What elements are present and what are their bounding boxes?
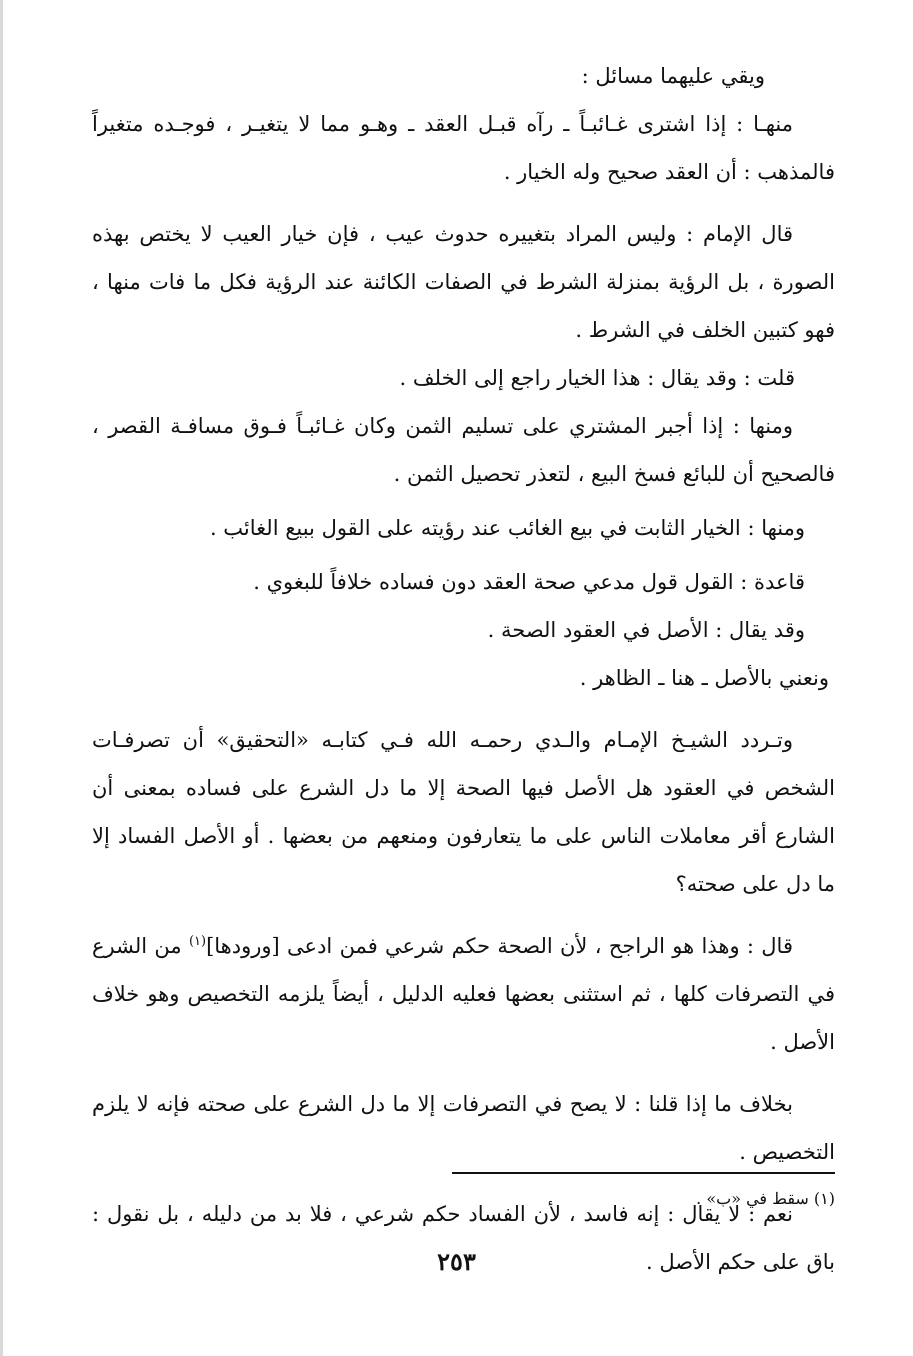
paragraph-author-note: قلت : وقد يقال : هذا الخيار راجع إلى الخلف . [399, 366, 795, 390]
footnote-divider [452, 1172, 835, 1174]
paragraph-preferred-view [92, 922, 835, 1066]
paragraph-case-price-delivery: ومنها : إذا أجبر المشتري على تسليم الثمن وكان غـائبـاً فـوق مسافـة القصر ، فالصحيح أن للبائع فسخ البيع ، لتعذر تحصيل الثمن . [92, 414, 835, 486]
paragraph-contrast: بخلاف ما إذا قلنا : لا يصح في التصرفات إلا ما دل الشرع على صحته فإنه لا يلزم التخصيص . [92, 1092, 835, 1164]
paragraph-default-validity: وقد يقال : الأصل في العقود الصحة . [487, 618, 805, 642]
paragraph-rule-validity-claim: قاعدة : القول قول مدعي صحة العقد دون فساده خلافاً للبغوي . [253, 570, 805, 594]
paragraph-imam-saying: قال الإمام : وليس المراد بتغييره حدوث عيب ، فإن خيار العيب لا يختص بهذه الصورة ، بل الرؤية بمنزلة الشرط في الصفات الكائنة عند الرؤية فكل ما فات منها ، فهو كتبين الخلف في الشرط . [92, 222, 835, 342]
footnote-reference: (١) [188, 934, 207, 949]
footnote-text: (١) سقط في «ب» . [696, 1189, 835, 1208]
paragraph-case-unseen-goods: منهـا : إذا اشترى غـائبـاً ـ رآه قبـل العقد ـ وهـو مما لا يتغيـر ، فوجـده متغيراً فالمذهب : أن العقد صحيح وله الخيار . [92, 112, 835, 184]
page-number: ٢٥٣ [437, 1247, 476, 1276]
paragraph-meaning-of-default: ونعني بالأصل ـ هنا ـ الظاهر . [579, 666, 829, 690]
preferred-view-continued: من الشرع في التصرفات كلها ، ثم استثنى بعضها فعليه الدليل ، أيضاً يلزمه التخصيص وهو خلاف الأصل . [92, 934, 835, 1054]
main-text [92, 52, 835, 1286]
page-edge-shadow [0, 0, 3, 1356]
paragraph-conclusion: نعم : لا يقال : إنه فاسد ، لأن الفساد حكم شرعي ، فلا بد من دليله ، بل نقول : باق على حكم الأصل . [92, 1202, 835, 1274]
paragraph-intro: ويقي عليهما مسائل : [581, 64, 765, 88]
paragraph-tahqiq-discussion: وتـردد الشيـخ الإمـام والـدي رحمـه الله فـي كتابـه «التحقيق» أن تصرفـات الشخص في العقود هل الأصل فيها الصحة إلا ما دل الشرع على فساده بمعنى أن الشارع أقر معاملات الناس على ما يتعارفون ومنعهم من بعضها . أو الأصل الفساد إلا ما دل على صحته؟ [92, 728, 835, 896]
paragraph-case-inspection-option: ومنها : الخيار الثابت في بيع الغائب عند رؤيته على القول ببيع الغائب . [209, 516, 805, 540]
preferred-view-text: قال : وهذا هو الراجح ، لأن الصحة حكم شرعي فمن ادعى [ورودها] [206, 934, 793, 958]
